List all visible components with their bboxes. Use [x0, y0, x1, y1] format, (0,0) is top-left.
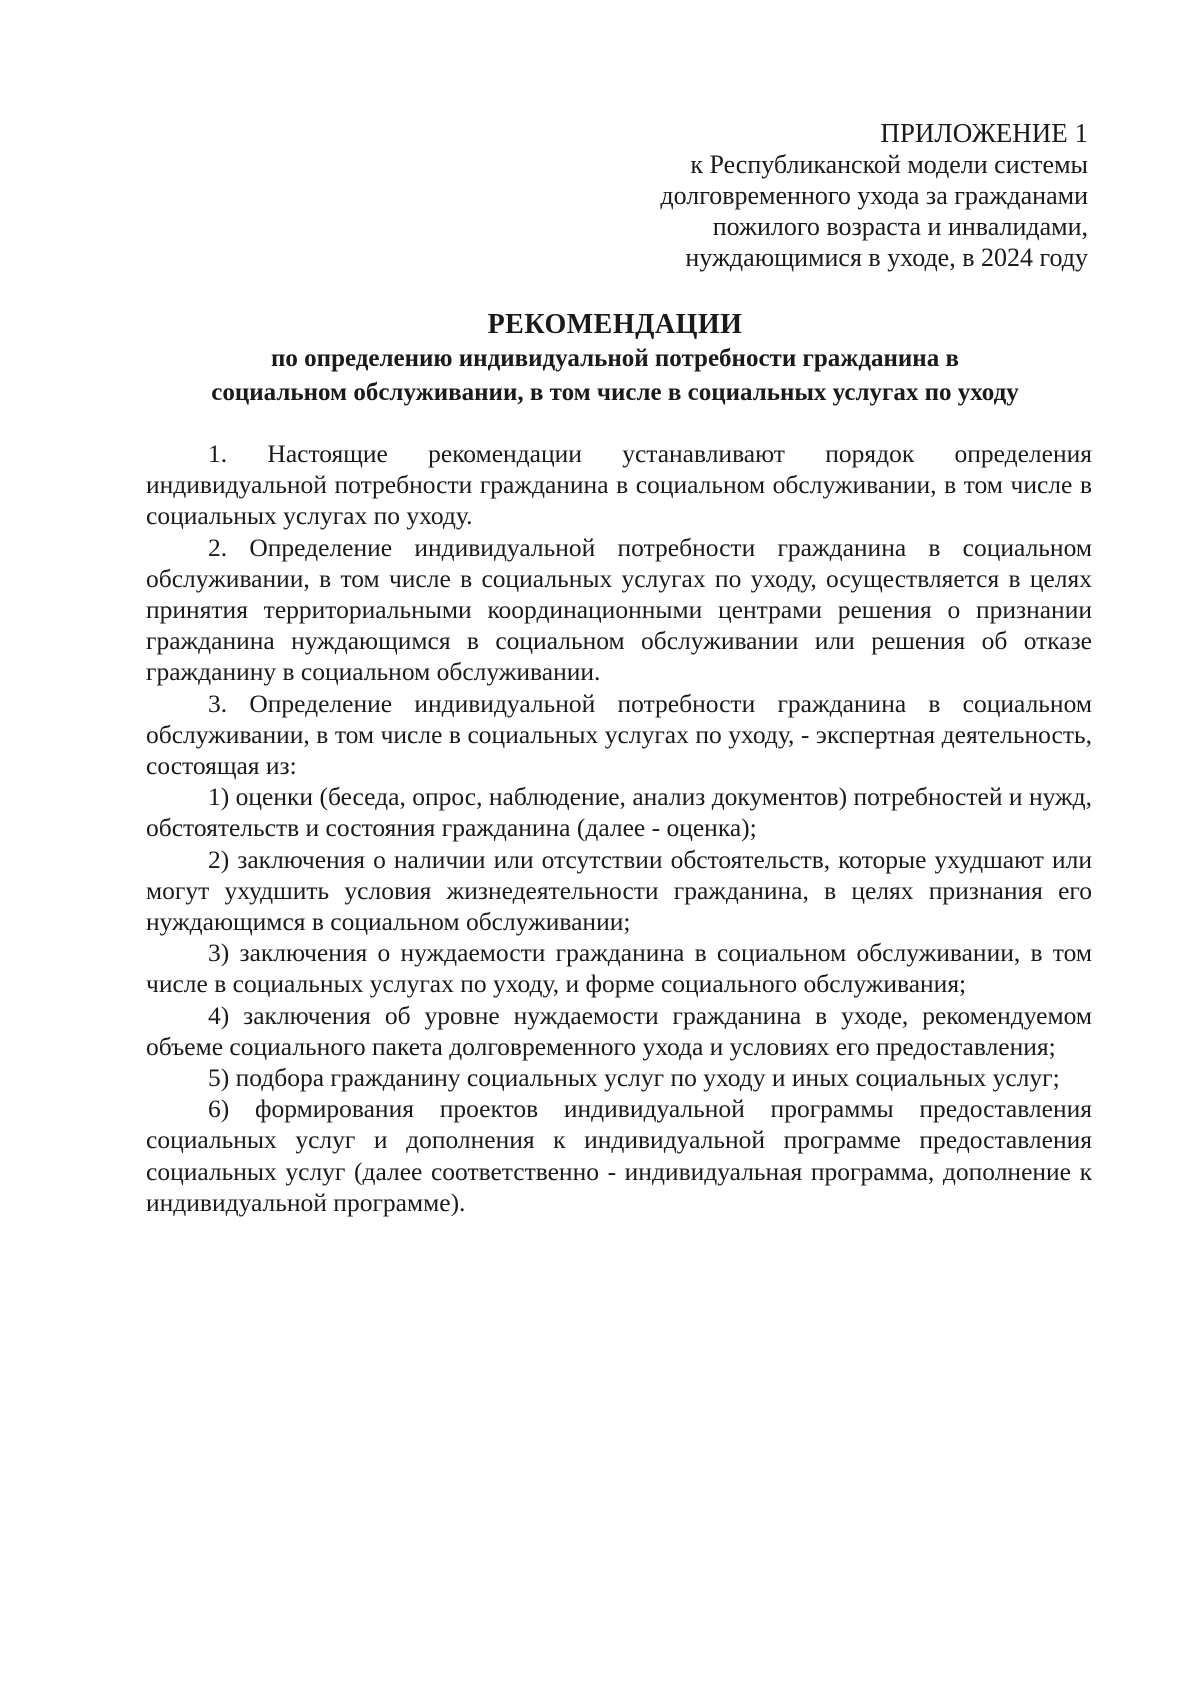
list-item-5: 5) подбора гражданину социальных услуг по уходу и иных социальных услуг; — [208, 1063, 1060, 1093]
appendix-header — [568, 118, 1088, 273]
list-item-6: 6) формирования проектов индивидуальной программы предоставления социальных услуг и дополнения к индивидуальной программе предоставления социальных услуг (далее соответственно - индивидуальная программа, дополнение к индивидуальной программе). — [146, 1094, 1092, 1217]
document-subtitle-line: по определению индивидуальной потребности гражданина в — [271, 345, 959, 372]
paragraph-2: 2. Определение индивидуальной потребности гражданина в социальном обслуживании, в том числе в социальных услугах по уходу, осуществляется в целях принятия территориальными координационными центрами решения о признании гражданина нуждающимся в социальном обслуживании или решения об отказе гражданину в социальном обслуживании. — [146, 532, 1092, 687]
document-body — [146, 438, 1092, 1218]
appendix-line: долговременного ухода за гражданами — [660, 181, 1088, 210]
paragraph-1: 1. Настоящие рекомендации устанавливают порядок определения индивидуальной потребности гражданина в социальном обслуживании, в том числе в социальных услугах по уходу. — [146, 439, 1092, 531]
paragraph-3: 3. Определение индивидуальной потребности гражданина в социальном обслуживании, в том числе в социальных услугах по уходу, - экспертная деятельность, состоящая из: — [146, 688, 1092, 781]
document-title: РЕКОМЕНДАЦИИ — [487, 309, 743, 340]
list-item-4: 4) заключения об уровне нуждаемости гражданина в уходе, рекомендуемом объеме социального пакета долговременного ухода и условиях его предоставления; — [146, 1000, 1092, 1061]
appendix-line: к Республиканской модели системы — [690, 150, 1088, 179]
list-item-1: 1) оценки (беседа, опрос, наблюдение, анализ документов) потребностей и нужд, обстоятельств и состояния гражданина (далее - оценка); — [146, 782, 1092, 843]
document-heading — [140, 308, 1090, 410]
document-subtitle-line: социальном обслуживании, в том числе в социальных услугах по уходу — [211, 379, 1019, 406]
list-item-2: 2) заключения о наличии или отсутствии обстоятельств, которые ухудшают или могут ухудшить условия жизнедеятельности гражданина, в целях признания его нуждающимся в социальном обслуживании; — [146, 844, 1092, 937]
list-item-3: 3) заключения о нуждаемости гражданина в социальном обслуживании, в том числе в социальных услугах по уходу, и форме социального обслуживания; — [146, 938, 1092, 999]
appendix-line: нуждающимися в уходе, в 2024 году — [685, 243, 1088, 272]
appendix-line: пожилого возраста и инвалидами, — [712, 212, 1088, 241]
appendix-label: ПРИЛОЖЕНИЕ 1 — [880, 118, 1088, 148]
